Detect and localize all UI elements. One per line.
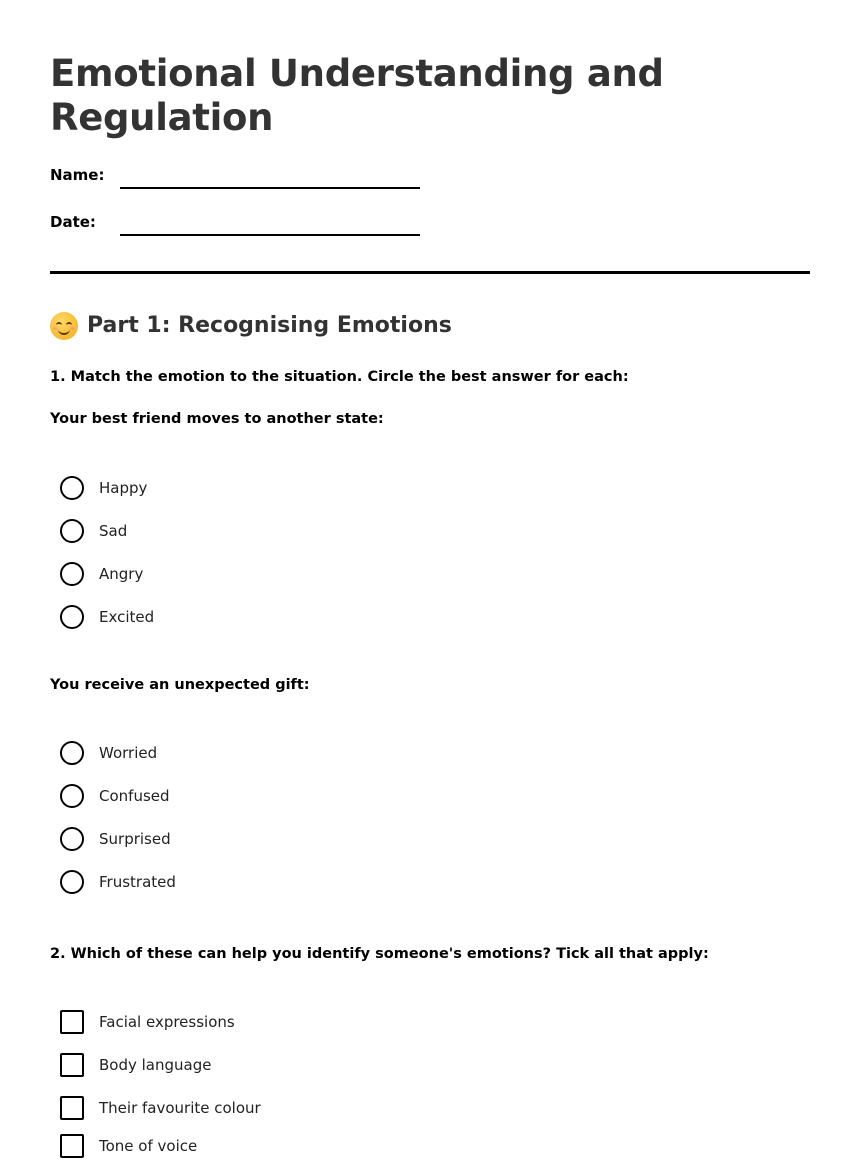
question-2-prompt: 2. Which of these can help you identify someone's emotions? Tick all that apply: xyxy=(50,946,709,962)
radio-circle[interactable] xyxy=(60,741,84,765)
option-label: Confused xyxy=(99,787,170,805)
date-field[interactable] xyxy=(120,234,420,236)
situation-2-option-worried[interactable] xyxy=(60,740,157,766)
date-label: Date: xyxy=(50,213,96,231)
option-label: Happy xyxy=(99,479,148,497)
option-label: Frustrated xyxy=(99,873,176,891)
smiling-face-icon xyxy=(50,312,78,340)
radio-circle[interactable] xyxy=(60,870,84,894)
situation-1-option-happy[interactable] xyxy=(60,475,147,501)
q2-option-facial-expressions[interactable] xyxy=(60,1009,235,1035)
name-field[interactable] xyxy=(120,187,420,189)
question-1-prompt: 1. Match the emotion to the situation. Circle the best answer for each: xyxy=(50,369,629,385)
q2-option-body-language[interactable] xyxy=(60,1052,211,1078)
radio-circle[interactable] xyxy=(60,476,84,500)
option-label: Facial expressions xyxy=(99,1013,235,1031)
option-label: Worried xyxy=(99,744,158,762)
option-label: Sad xyxy=(99,522,128,540)
q2-option-favourite-colour[interactable] xyxy=(60,1095,261,1121)
situation-2-option-surprised[interactable] xyxy=(60,826,171,852)
situation-1-option-sad[interactable] xyxy=(60,518,127,544)
section-divider xyxy=(50,271,810,274)
option-label: Surprised xyxy=(99,830,171,848)
radio-circle[interactable] xyxy=(60,519,84,543)
part1-heading-text: Part 1: Recognising Emotions xyxy=(87,313,452,338)
option-label: Angry xyxy=(99,565,144,583)
radio-circle[interactable] xyxy=(60,827,84,851)
situation-2-text: You receive an unexpected gift: xyxy=(50,677,310,693)
situation-2-option-frustrated[interactable] xyxy=(60,869,176,895)
radio-circle[interactable] xyxy=(60,784,84,808)
checkbox[interactable] xyxy=(60,1096,84,1120)
situation-1-option-angry[interactable] xyxy=(60,561,143,587)
option-label: Tone of voice xyxy=(99,1137,198,1155)
q2-option-tone-of-voice[interactable] xyxy=(60,1133,197,1159)
situation-1-option-excited[interactable] xyxy=(60,604,154,630)
radio-circle[interactable] xyxy=(60,562,84,586)
option-label: Excited xyxy=(99,608,155,626)
checkbox[interactable] xyxy=(60,1053,84,1077)
option-label: Body language xyxy=(99,1056,212,1074)
situation-2-option-confused[interactable] xyxy=(60,783,170,809)
radio-circle[interactable] xyxy=(60,605,84,629)
worksheet-title: Emotional Understanding and Regulation xyxy=(50,52,664,139)
name-label: Name: xyxy=(50,166,105,184)
situation-1-text: Your best friend moves to another state: xyxy=(50,411,384,427)
option-label: Their favourite colour xyxy=(99,1099,261,1117)
part1-heading xyxy=(50,310,452,342)
checkbox[interactable] xyxy=(60,1134,84,1158)
checkbox[interactable] xyxy=(60,1010,84,1034)
